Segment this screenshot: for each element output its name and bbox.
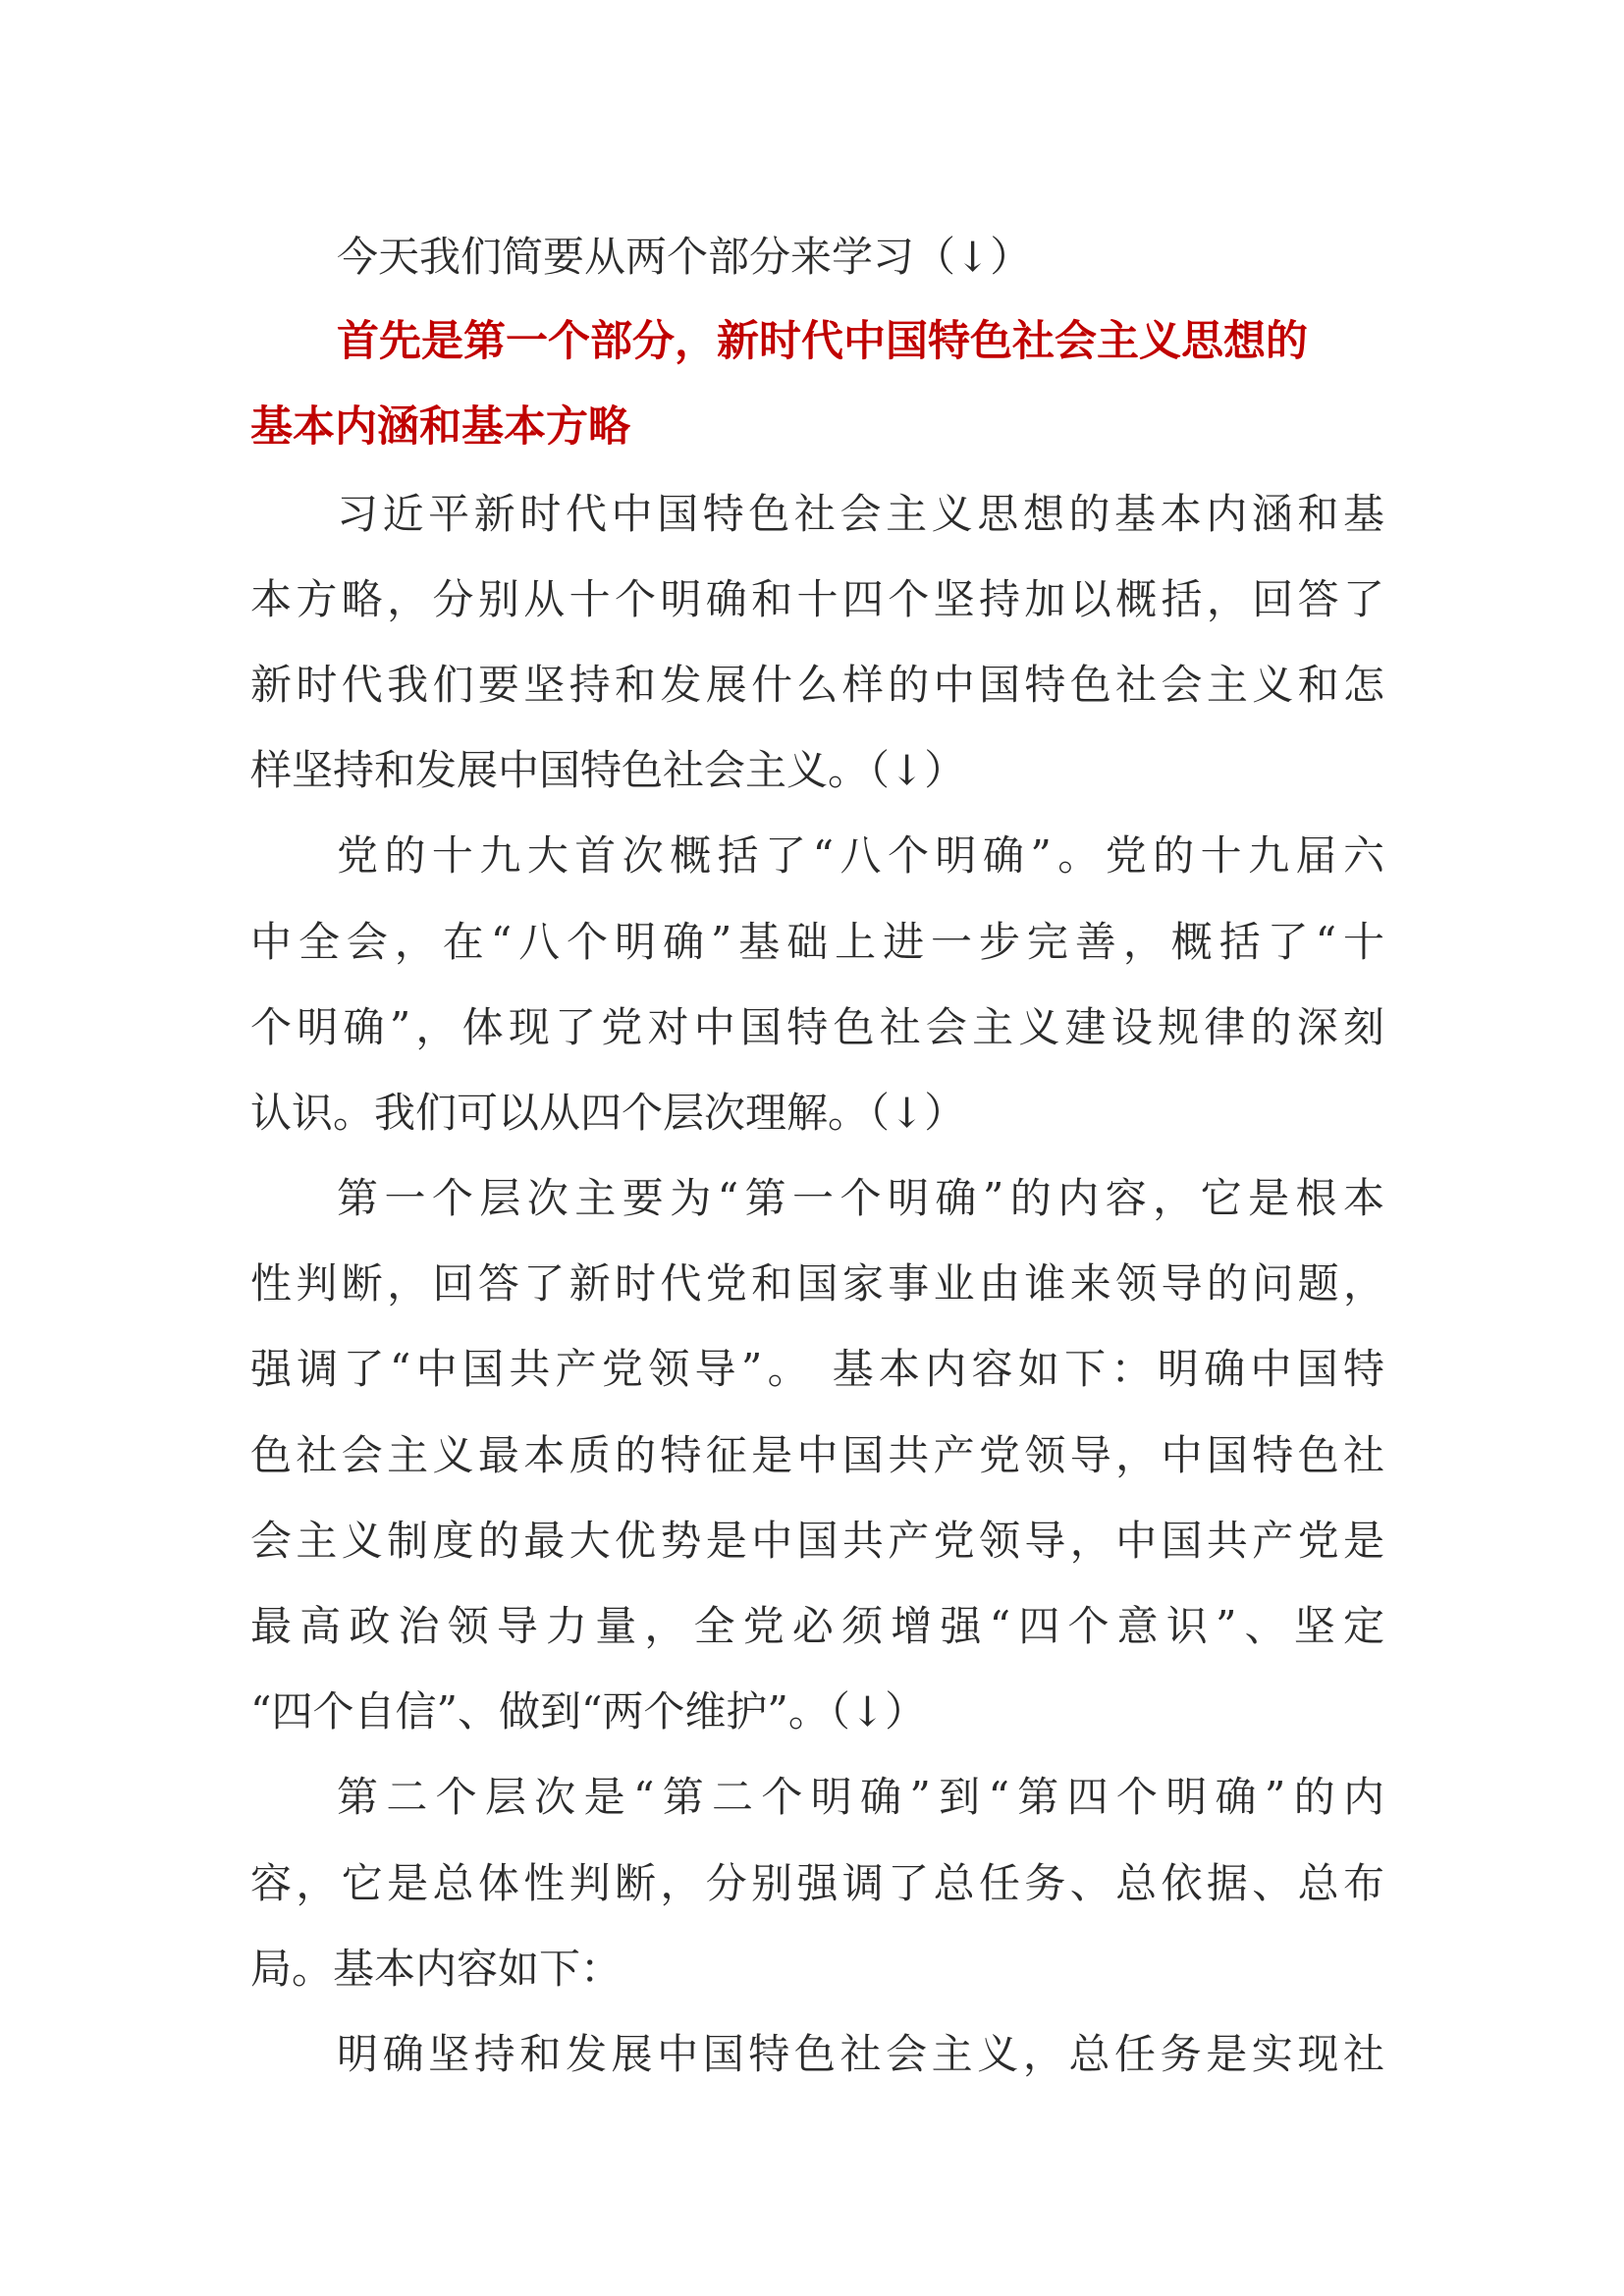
paragraph-3-line: 会主义制度的最大优势是中国共产党领导，中国共产党是 [250,1516,1384,1565]
paragraph-1-line: 习近平新时代中国特色社会主义思想的基本内涵和基 [337,489,1384,538]
section-heading-line-1: 首先是第一个部分，新时代中国特色社会主义思想的 [337,317,1308,367]
document-page [250,214,1384,2097]
paragraph-2-line: 认识。我们可以从四个层次理解。（↓） [250,1088,966,1137]
paragraph-2-line: 中全会，在“八个明确”基础上进一步完善，概括了“十 [250,917,1384,966]
paragraph-3-line: 强调了“中国共产党领导”。 基本内容如下：明确中国特 [250,1345,1384,1394]
paragraph-1-line: 新时代我们要坚持和发展什么样的中国特色社会主义和怎 [250,660,1384,709]
section-heading-line-2: 基本内涵和基本方略 [250,402,630,453]
paragraph-3-line: 第一个层次主要为“第一个明确”的内容，它是根本 [337,1174,1384,1223]
paragraph-2-line: 党的十九大首次概括了“八个明确”。党的十九届六 [337,831,1384,881]
paragraph-3-line: “四个自信”、做到“两个维护”。（↓） [250,1687,927,1736]
paragraph-4-line: 容，它是总体性判断，分别强调了总任务、总依据、总布 [250,1858,1384,1907]
paragraph-4-line: 第二个层次是“第二个明确”到“第四个明确”的内 [337,1773,1384,1822]
paragraph-3-line: 色社会主义最本质的特征是中国共产党领导，中国特色社 [250,1430,1384,1479]
paragraph-3-line: 最高政治领导力量，全党必须增强“四个意识”、坚定 [250,1602,1384,1650]
paragraph-1-line: 样坚持和发展中国特色社会主义。（↓） [250,746,966,795]
intro-line: 今天我们简要从两个部分来学习（↓） [337,233,1032,281]
paragraph-3-line: 性判断，回答了新时代党和国家事业由谁来领导的问题， [250,1259,1384,1308]
paragraph-2-line: 个明确”，体现了党对中国特色社会主义建设规律的深刻 [250,1002,1384,1051]
paragraph-5-line: 明确坚持和发展中国特色社会主义，总任务是实现社 [337,2029,1384,2078]
paragraph-4-line: 局。基本内容如下： [250,1944,623,1993]
paragraph-1-line: 本方略，分别从十个明确和十四个坚持加以概括，回答了 [250,574,1384,623]
